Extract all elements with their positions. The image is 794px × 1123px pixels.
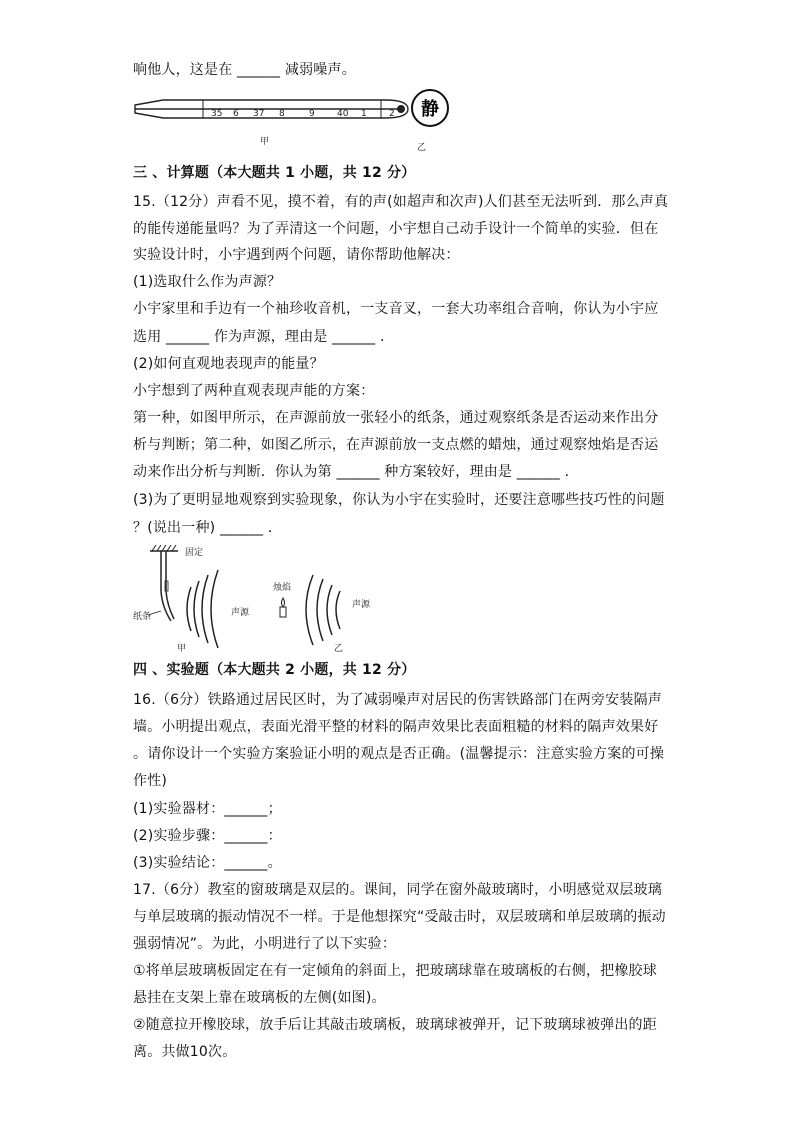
text-line: ①将单层玻璃板固定在有一定倾角的斜面上，把玻璃球靠在玻璃板的右侧，把橡胶球 [133, 963, 657, 979]
flame-label: 烛焰 [273, 583, 292, 593]
sound-source-label: 声源 [352, 600, 371, 610]
text-line: 17.（6分）教室的窗玻璃是双层的。课间，同学在窗外敲玻璃时，小明感觉双层玻璃 [133, 882, 662, 898]
text-line: 选用 ______ 作为声源，理由是 ______ ． [133, 329, 395, 345]
text-line: 的能传递能量吗？为了弄清这一个问题，小宇想自己动手设计一个简单的实验．但在 [133, 221, 659, 237]
figure-label-jia: 甲 [177, 644, 187, 654]
fixed-label: 固定 [185, 548, 204, 558]
text-line: ？(说出一种) ______ ． [133, 520, 283, 536]
text-line: 析与判断；第二种，如图乙所示，在声源前放一支点燃的蜡烛，通过观察烛焰是否运 [133, 437, 659, 453]
text-line: ②随意拉开橡胶球，放手后让其敲击玻璃板，玻璃球被弹开，记下玻璃球被弹出的距 [133, 1017, 657, 1033]
tick-label: 8 [279, 109, 285, 119]
text-line: 强弱情况”。为此，小明进行了以下实验： [133, 936, 397, 952]
tick-label: 37 [253, 109, 265, 119]
text-line: 。请你设计一个实验方案验证小明的观点是否正确。(温馨提示：注意实验方案的可操 [133, 746, 665, 762]
figure-label-yi: 乙 [334, 644, 344, 654]
tick-label: 9 [309, 109, 315, 119]
text-line: (3)为了更明显地观察到实验现象，你认为小宇在实验时，还要注意哪些技巧性的问题 [133, 492, 665, 508]
text-line: 悬挂在支架上靠在玻璃板的左侧(如图)。 [133, 990, 386, 1006]
text-line: 动来作出分析与判断．你认为第 ______ 种方案较好，理由是 ______ ． [133, 464, 579, 480]
text-line: 实验设计时，小宇遇到两个问题，请你帮助他解决： [133, 247, 460, 263]
tick-label: 40 [337, 109, 349, 119]
text-line: 第一种，如图甲所示，在声源前放一张轻小的纸条，通过观察纸条是否运动来作出分 [133, 410, 659, 426]
text-line: 小宇想到了两种直观表现声能的方案： [133, 383, 375, 399]
tick-label: 2 [389, 109, 395, 119]
text-line: (1)选取什么作为声源？ [133, 274, 282, 290]
quiet-sign: 静 [421, 99, 439, 120]
text-line: 响他人，这是在 ______ 减弱噪声。 [133, 62, 356, 78]
text-line: (2)实验步骤：______： [133, 828, 282, 844]
sound-energy-figure [133, 545, 383, 657]
text-line: (3)实验结论：______。 [133, 855, 282, 871]
paper-label: 纸条 [133, 612, 152, 622]
section-heading: 三 、计算题（本大题共 1 小题，共 12 分） [133, 165, 416, 181]
figure-label-jia: 甲 [260, 137, 270, 147]
text-line: 离。共做10次。 [133, 1044, 237, 1060]
text-line: (2)如何直观地表现声的能量？ [133, 356, 324, 372]
text-line: 与单层玻璃的振动情况不一样。于是他想探究“受敲击时，双层玻璃和单层玻璃的振动 [133, 909, 666, 925]
section-heading: 四 、实验题（本大题共 2 小题，共 12 分） [133, 662, 416, 678]
tick-label: 6 [233, 109, 239, 119]
figure-label-yi: 乙 [417, 143, 427, 153]
text-line: (1)实验器材：______； [133, 801, 282, 817]
text-line: 作性) [133, 773, 168, 789]
text-line: 墙。小明提出观点，表面光滑平整的材料的隔声效果比表面粗糙的材料的隔声效果好 [133, 719, 659, 735]
sound-source-label: 声源 [231, 608, 250, 618]
text-line: 16.（6分）铁路通过居民区时，为了减弱噪声对居民的伤害铁路部门在两旁安装隔声 [133, 692, 662, 708]
thermometer-figure [133, 88, 463, 158]
text-line: 小宇家里和手边有一个袖珍收音机，一支音叉，一套大功率组合音响，你认为小宇应 [133, 301, 659, 317]
tick-label: 1 [361, 109, 367, 119]
text-line: 15.（12分）声看不见，摸不着，有的声(如超声和次声)人们甚至无法听到．那么声真 [133, 194, 669, 210]
tick-label: 35 [211, 109, 223, 119]
